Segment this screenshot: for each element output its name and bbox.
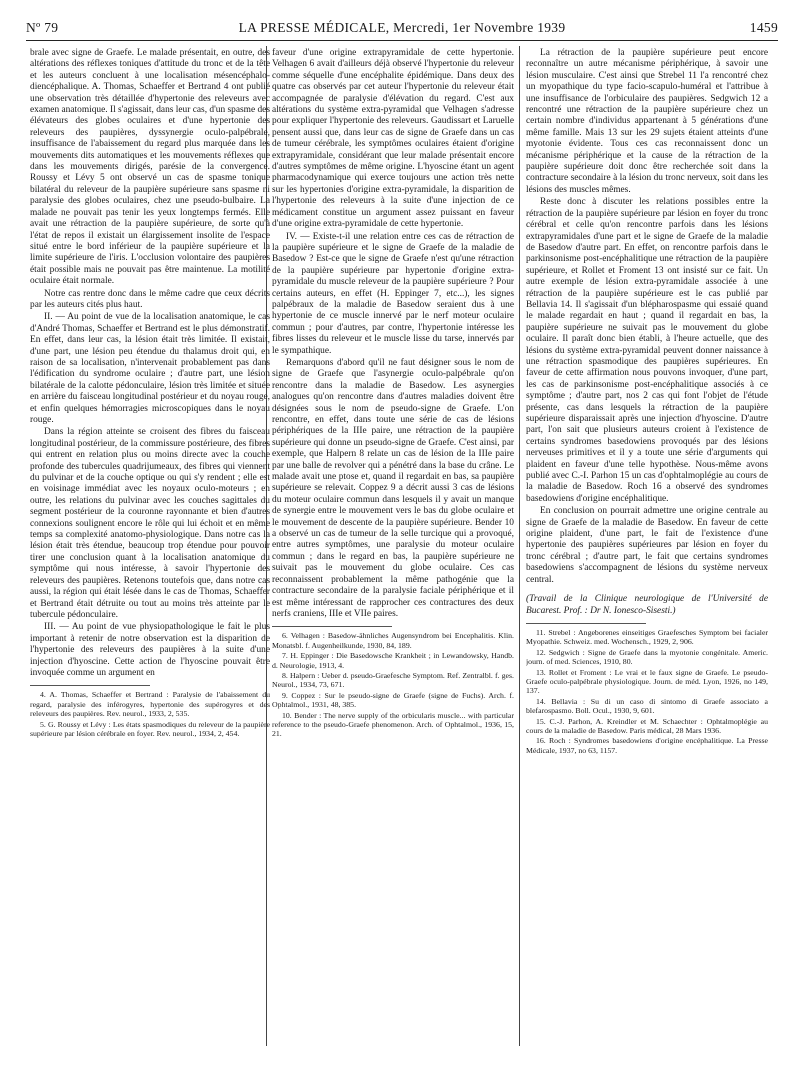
column-divider — [519, 46, 520, 1046]
paragraph: Notre cas rentre donc dans le même cadre que ceux décrits par les auteurs cités plus haut. — [30, 288, 270, 310]
institution-credit: (Travail de la Clinique neurologique de l'Université de Bucarest. Prof. : Dr N. Ionesco-Sisesti.) — [526, 594, 768, 616]
footnote: 14. Bellavia : Su di un caso di sintomo di Graefe associato a blefarospasmo. Boll. Ocul., 1930, 9, 601. — [526, 696, 768, 716]
page-label: Nº 79 — [26, 20, 59, 35]
column-2 — [272, 48, 514, 740]
footnotes — [526, 628, 768, 755]
footnote: 7. H. Eppinger : Die Basedowsche Krankheit ; in Lewandowsky, Handb. d. Neurologie, 1913, 4. — [272, 651, 514, 670]
footnote: 12. Sedgwich : Signe de Graefe dans la myotonie congénitale. Americ. journ. of med. Sciences, 1910, 80. — [526, 647, 768, 667]
footnote: 8. Halpern : Ueber d. pseudo-Graefesche Symptom. Ref. Zentralbl. f. ges. Neurol., 1934, 73, 671. — [272, 670, 514, 690]
page-number: 1459 — [749, 20, 778, 35]
footnote: 5. G. Roussy et Lévy : Les états spasmodiques du releveur de la paupière supérieure par lésion cérébrale en foyer. Rev. neurol., 1934, 2, 454. — [30, 719, 270, 738]
column-1 — [30, 48, 270, 739]
footnote: 6. Velhagen : Basedow-ähnliches Augensyndrom bei Encephalitis. Klin. Monatsbl. f. Augenheilkunde, 1930, 84, 189. — [272, 631, 514, 650]
header-rule — [26, 40, 778, 41]
footnote: 13. Rollet et Froment : Le vrai et le faux signe de Graefe. Le pseudo-Graefe oculo-palpébrale physiologique. Journ. de méd. Lyon, 1926, no 149, 137. — [526, 667, 768, 696]
publication-title: LA PRESSE MÉDICALE, Mercredi, 1er Novembre 1939 — [238, 20, 566, 35]
paragraph: IV. — Existe-t-il une relation entre ces cas de rétraction de la paupière supérieure et le signe de Graefe de la maladie de Basedow ? Est-ce que le signe de Graefe n'est qu'une rétraction de la paupière supérieure par hypertonie d'origine extra-pyramidale du muscle releveur de la paupière supérieure ? Pour certains auteurs, en effet (H. Eppinger 7, etc...), les signes palpébraux de la maladie de Basedow seraient dus à une hypertonie de ce muscle innervé par le nerf moteur oculaire commun ; pour d'autres, par contre, l'hypertonie intéresse les fibres lisses du releveur et le muscle lisse du tarse, innervés par le sympathique. — [272, 231, 514, 356]
column-3 — [526, 48, 768, 756]
paragraph: II. — Au point de vue de la localisation anatomique, le cas d'André Thomas, Schaeffer et Bertrand est le plus démonstratif. En effet, dans leur cas, la lésion était très limitée. Il existait, d'une part, une lésion peu étendue du thalamus droit qui, en raison de sa localisation, n'intervenait probablement pas dans l'édification du syndrome oculaire ; d'autre part, une lésion bilatérale de la calotte pédonculaire, lésion très limitée et située en arrière du faisceau longitudinal postérieur et du noyau rouge, et enfin quelques hémorragies microscopiques dans le noyau rouge. — [30, 312, 270, 425]
footnote: 10. Bender : The nerve supply of the orbicularis muscle... with particular reference to the pseudo-Graefe phenomenon. Arch. of Ophtalmol., 1936, 15, 21. — [272, 710, 514, 739]
footnote-rule — [30, 685, 150, 686]
paragraph: Reste donc à discuter les relations possibles entre la rétraction de la paupière supérieure par lésion en foyer du tronc cérébral et celle qu'on rencontre parfois dans les lésions extrapyramidales d'une part et le signe de Graefe de la maladie de Basedow d'autre part. En effet, on rencontre parfois dans le parkinsonisme post-encéphalitique une rétraction de la paupière supérieure, et Rollet et Froment 13 ont insisté sur ce fait. Un autre exemple de lésion extra-pyramidale associée à une rétraction de la paupière supérieure est le cas publié par Bellavia 14. Il s'agissait d'un blépharospasme qui essaié quand le malade regardait en haut ; quand il regardait en bas, la paupière supérieure ne suivait pas le mouvement du globe oculaire. Il paraît donc bien établi, à l'heure actuelle, que des lésions du système extra-pyramidal peuvent donner naissance à une rétraction spasmodique des paupières supérieures. En faveur de cette affirmation nous pouvons invoquer, d'une part, les cas de parkinsonisme post-encéphalitique associés à ce symptôme ; d'autre part, nos 2 cas qui font l'objet de l'étude présente, cas dans lesquels la rétraction de la paupière supérieure disparaissait après une injection d'hyoscine. D'autre part, l'on sait que plusieurs auteurs croient à l'existence de certains syndromes basedowiens provoqués par des lésions nerveuses primitives et il y a toute une série d'arguments qui plaident en faveur d'une telle hypothèse. Nous-même avons publié avec C.-I. Parhon 15 un cas d'ophtalmoplégie au cours de la maladie de Basedow. Roch 16 a observé des syndromes basedowiens d'origine encéphalitique. — [526, 197, 768, 504]
footnote: 15. C.-J. Parhon, A. Kreindler et M. Schaechter : Ophtalmoplégie au cours de la maladie de Basedow. Paris médical, 28 Mars 1936. — [526, 716, 768, 735]
footnote-rule — [272, 626, 392, 627]
paragraph: Remarquons d'abord qu'il ne faut désigner sous le nom de signe de Graefe que l'asynergie oculo-palpébrale qu'on rencontre dans la maladie de Basedow. Les asynergies analogues qu'on rencontre dans d'autres maladies doivent être désignées sous le nom de pseudo-signe de Graefe. L'on rencontre, en effet, dans toute une série de cas de lésions périphériques de la IIIe paire, une rétraction de la paupière supérieure qui donne un pseudo-signe de Graefe. C'est ainsi, par exemple, que Halpern 8 relate un cas de lésion de la IIIe paire par une balle de revolver qui a pénétré dans la base du crâne. Le malade avait une ptose et, quand il regardait en bas, sa paupière supérieure se relevait. Coppez 9 a décrit aussi 3 cas de lésions du moteur oculaire commun dans lesquels il y avait un manque de synergie entre le mouvement vers le bas du globe oculaire et le mouvement de descente de la paupière supérieure. Bender 10 a observé un cas de tumeur de la selle turcique qui a provoqué, entre autres symptômes, une paralysie du moteur oculaire commun ; dans le regard en bas, la paupière supérieure ne suivait pas le mouvement du globe oculaire. Ces cas reconnaissent probablement la même pathogénie que la contracture secondaire de la paralysie faciale périphérique et il est même intéressant de rapprocher ces contractures des deux nerfs craniens, IIIe et VIIe paires. — [272, 357, 514, 619]
footnote: 9. Coppez : Sur le pseudo-signe de Graefe (signe de Fuchs). Arch. f. Ophtalmol., 1931, 48, 385. — [272, 690, 514, 710]
footnotes — [30, 690, 270, 738]
footnote: 4. A. Thomas, Schaeffer et Bertrand : Paralysie de l'abaissement du regard, paralysie des inférogyres, hypertonie des supérogyres et des releveurs des paupières. Rev. neurol., 1933, 2, 535. — [30, 690, 270, 719]
paragraph: III. — Au point de vue physiopathologique le fait le plus important à retenir de notre observation est la disparition de l'hypertonie des releveurs des paupières à la suite d'une injection d'hyoscine. Cette action de l'hyoscine pouvait être invoquée comme un argument en — [30, 622, 270, 678]
footnote-rule — [526, 623, 646, 624]
paragraph: Dans la région atteinte se croisent des fibres du faisceau longitudinal postérieur, de la commissure postérieure, des fibres qui entrent en relation plus ou moins directe avec la couche profonde des tubercules quadrijumeaux, des fibres qui viennent du pulvinar et de la couche optique ou qui s'y rendent ; elle est en voisinage immédiat avec les noyaux oculo-moteurs ; en outre, les relations du pulvinar avec les couches sagittales du segment postérieur de la couronne rayonnante et bien d'autres connexions soulignent encore le rôle qui lui échoit et en même temps sa complexité anatomo-physiologique. Dans notre cas la lésion était très étendue, beaucoup trop étendue pour pouvoir tirer une conclusion quant à la localisation anatomique du symptôme qui nous intéresse, à savoir l'hypertonie des releveurs des paupières. Retenons toutefois que, dans notre cas aussi, la région qui était lésée dans le cas de Thomas, Schaeffer et Bertrand était détruite ou tout au moins très atteinte par le tubercule pédonculaire. — [30, 427, 270, 620]
footnote: 11. Strebel : Angeborenes einseitiges Graefesches Symptom bei facialer Myopathie. Schweiz. med. Wochensch., 1929, 2, 906. — [526, 627, 768, 647]
paragraph: brale avec signe de Graefe. Le malade présentait, en outre, des altérations des réflexes toniques d'attitude du tronc et de la tête et les auteurs concluent à une localisation mésencéphalo-diencéphalique. A. Thomas, Schaeffer et Bertrand 4 ont publié une observation très détaillée d'hypertonie des releveurs avec examen anatomique. Il s'agissait, dans leur cas, d'un spasme des élévateurs des globes oculaires et d'une hypertonie des releveurs des paupières, dyssynergie oculo-palpébrale, insuffisance de l'abaissement du regard plus marquée dans les mouvements dits automatiques et les mouvements réflexes que dans les mouvements dirigés, parésie de la convergence. Roussy et Lévy 5 ont observé un cas de spasme tonique bilatéral du releveur de la paupière supérieure sans spasme ni paralysie des globes oculaires, chez une pseudo-bulbaire. La malade ne pouvait pas tenir les yeux longtemps fermés. Elle avait une rétraction de la paupière supérieure, de sorte qu'à l'état de repos il existait un élargissement insolite de l'espace situé entre le bord inférieur de la paupière supérieure et la limite supérieure de l'iris. L'occlusion volontaire des paupières était possible mais ne pouvait pas être maintenue. La motilité oculaire était normale. — [30, 48, 270, 287]
paragraph: faveur d'une origine extrapyramidale de cette hypertonie. Velhagen 6 avait d'ailleurs déjà observé l'hypertonie du releveur comme séquelle d'une encéphalite épidémique. Dans deux des quatre cas observés par cet auteur l'hypertonie du releveur était accompagnée de paralysie d'élévation du regard. C'est aux altérations du système extra-pyramidal que Velhagen s'adresse pour expliquer l'hypertonie des releveurs. Gaudissart et Laruelle pensent aussi que, dans leur cas de signe de Graefe dans un cas de tumeur cérébrale, les symptômes oculaires étaient d'origine extrapyramidale, considérant que leur malade présentait encore d'autres symptômes de même origine. L'hyoscine étant un agent pharmacodynamique qui exerce toujours une action très nette sur les hypertonies d'origine extra-pyramidale, la disparition de l'hypertonie des releveurs à la suite d'une injection de ce médicament constitue un argument assez puissant en faveur d'une origine extra-pyramidale de cette hypertonie. — [272, 48, 514, 230]
footnote: 16. Roch : Syndromes basedowiens d'origine encéphalitique. La Presse Médicale, 1937, no 63, 1157. — [526, 736, 768, 755]
paragraph: La rétraction de la paupière supérieure peut encore reconnaître un autre mécanisme périphérique, à savoir une lésion musculaire. C'est ainsi que Strebel 11 l'a rencontré chez un myopathique du type facio-scapulo-huméral et l'attribue à une insuffisance de l'orbiculaire des paupières. Sedgwich 12 a rencontré une rétraction de la paupière supérieure chez un certain nombre d'individus appartenant à 5 générations d'une même famille. Mais 13 sur les 29 sujets étaient atteints d'une myotonie évidente. Tous ces cas reconnaissent donc un mécanisme périphérique et la cause de la rétraction de la paupière supérieure doit donc être recherchée soit dans la contracture secondaire à la lésion du tronc nerveux, soit dans les lésions des muscles mêmes. — [526, 48, 768, 195]
footnotes — [272, 631, 514, 738]
running-header — [26, 20, 778, 40]
paragraph: En conclusion on pourrait admettre une origine centrale au signe de Graefe de la maladie de Basedow. En faveur de cette origine plaident, d'une part, le fait de l'existence d'une hypertonie des paupières supérieures par lésion en foyer du tronc cérébral ; d'autre part, le fait que certains syndromes basedowiens s'accompagnent de lésions du système nerveux central. — [526, 506, 768, 585]
